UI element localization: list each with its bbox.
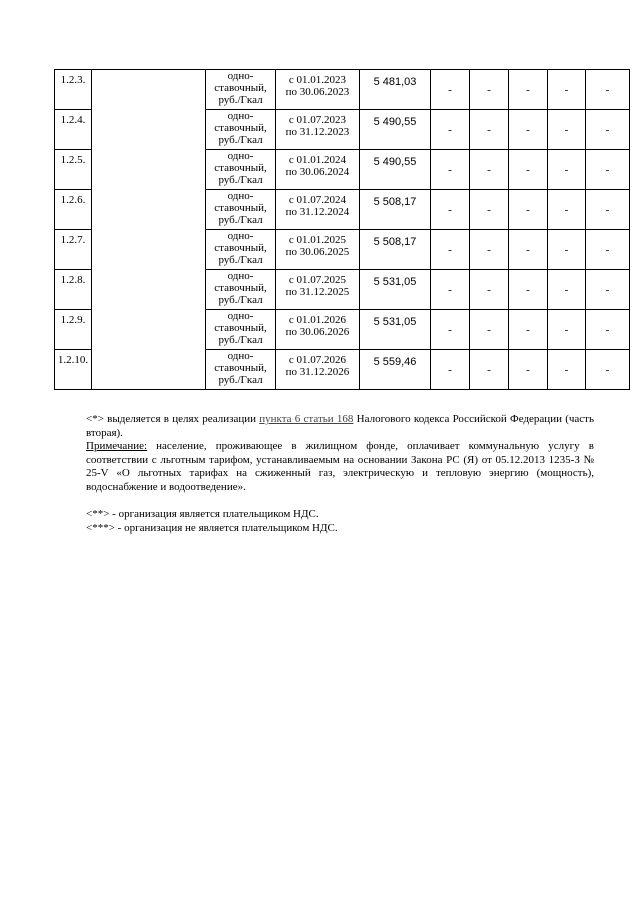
period-from: с 01.01.2025 — [288, 234, 347, 246]
empty-value-dash: - — [431, 110, 470, 150]
tariff-type-line: ставочный, — [214, 82, 267, 94]
empty-value-dash: - — [470, 270, 509, 310]
empty-value-dash: - — [509, 270, 548, 310]
tariff-type — [206, 350, 276, 390]
empty-value-dash: - — [470, 350, 509, 390]
tariff-table — [54, 69, 630, 390]
empty-value-dash: - — [509, 310, 548, 350]
row-number: 1.2.9. — [55, 310, 92, 350]
period-to: по 31.12.2023 — [285, 126, 350, 138]
period-from: с 01.07.2023 — [288, 114, 347, 126]
empty-value-dash: - — [431, 150, 470, 190]
row-number: 1.2.4. — [55, 110, 92, 150]
empty-value-dash: - — [431, 190, 470, 230]
empty-value-dash: - — [548, 270, 586, 310]
tariff-type-line: ставочный, — [214, 282, 267, 294]
period-from: с 01.01.2024 — [288, 154, 347, 166]
remark — [86, 440, 594, 494]
tariff-type — [206, 150, 276, 190]
empty-value-dash: - — [586, 310, 630, 350]
footnote-non-vat-payer: <***> - организация не является плательщиком НДС. — [86, 521, 338, 534]
empty-value-dash: - — [586, 110, 630, 150]
empty-value-dash: - — [470, 150, 509, 190]
table-row — [55, 70, 630, 110]
period — [276, 70, 360, 110]
tariff-type-line: руб./Гкал — [218, 174, 263, 186]
empty-value-dash: - — [548, 150, 586, 190]
period-to: по 30.06.2026 — [285, 326, 350, 338]
empty-value-dash: - — [509, 350, 548, 390]
footnote-text-end: Налогового кодекса Российской Федерации (часть вторая). — [86, 413, 594, 439]
footnotes — [86, 413, 594, 535]
empty-value-dash: - — [431, 350, 470, 390]
row-number: 1.2.6. — [55, 190, 92, 230]
period — [276, 310, 360, 350]
empty-value-dash: - — [470, 230, 509, 270]
empty-value-dash: - — [470, 70, 509, 110]
row-number: 1.2.3. — [55, 70, 92, 110]
empty-value-dash: - — [548, 230, 586, 270]
period-to: по 30.06.2023 — [285, 86, 350, 98]
period-from: с 01.07.2025 — [288, 274, 347, 286]
empty-value-dash: - — [586, 270, 630, 310]
tariff-type — [206, 310, 276, 350]
period-to: по 31.12.2024 — [285, 206, 350, 218]
row-number: 1.2.8. — [55, 270, 92, 310]
tariff-type-line: одно- — [227, 270, 254, 282]
empty-value-dash: - — [548, 70, 586, 110]
footnote-vat-payer: <**> - организация является плательщиком НДС. — [86, 508, 319, 520]
tariff-type-line: одно- — [227, 110, 254, 122]
empty-value-dash: - — [548, 190, 586, 230]
empty-value-dash: - — [509, 150, 548, 190]
empty-value-dash: - — [509, 110, 548, 150]
tariff-type-line: ставочный, — [214, 202, 267, 214]
tariff-value: 5 490,55 — [360, 110, 431, 150]
tariff-type-line: одно- — [227, 190, 254, 202]
tariff-type-line: одно- — [227, 230, 254, 242]
period — [276, 190, 360, 230]
footnote-text: <*> выделяется в целях реализации — [86, 413, 260, 425]
tariff-type-line: одно- — [227, 350, 254, 362]
empty-value-dash: - — [586, 150, 630, 190]
row-number: 1.2.10. — [55, 350, 92, 390]
tariff-type — [206, 110, 276, 150]
footnote-vat-purpose — [86, 413, 594, 440]
tariff-type-line: ставочный, — [214, 242, 267, 254]
tariff-type — [206, 70, 276, 110]
period — [276, 110, 360, 150]
period-to: по 31.12.2025 — [285, 286, 350, 298]
tariff-type-line: руб./Гкал — [218, 334, 263, 346]
period-from: с 01.07.2024 — [288, 194, 347, 206]
tariff-type-line: руб./Гкал — [218, 214, 263, 226]
empty-value-dash: - — [509, 190, 548, 230]
tariff-value: 5 508,17 — [360, 230, 431, 270]
empty-value-dash: - — [586, 190, 630, 230]
period-to: по 30.06.2025 — [285, 246, 350, 258]
tariff-value: 5 481,03 — [360, 70, 431, 110]
tariff-type-line: одно- — [227, 150, 254, 162]
tariff-table-body — [55, 70, 630, 390]
empty-value-dash: - — [586, 230, 630, 270]
empty-value-dash: - — [548, 350, 586, 390]
tariff-value: 5 531,05 — [360, 310, 431, 350]
tariff-value: 5 508,17 — [360, 190, 431, 230]
empty-value-dash: - — [586, 70, 630, 110]
period — [276, 150, 360, 190]
empty-value-dash: - — [548, 110, 586, 150]
empty-value-dash: - — [586, 350, 630, 390]
tariff-value: 5 490,55 — [360, 150, 431, 190]
empty-value-dash: - — [548, 310, 586, 350]
empty-value-dash: - — [509, 230, 548, 270]
tariff-type-line: одно- — [227, 70, 254, 82]
tariff-type — [206, 190, 276, 230]
row-number: 1.2.7. — [55, 230, 92, 270]
tariff-type-line: ставочный, — [214, 362, 267, 374]
remark-text: население, проживающее в жилищном фонде, оплачивает коммунальную услугу в соответствии с льготным тарифом, устанавливаемым на основании Закона РС (Я) от 05.12.2013 1235-З № 25-V «О льготных тарифах на сжиженный газ, электрическую и тепловую энергию (мощность), водоснабжение и водоотведение». — [86, 440, 594, 493]
period-from: с 01.01.2023 — [288, 74, 347, 86]
remark-label: Примечание: — [86, 440, 148, 452]
tariff-type-line: руб./Гкал — [218, 294, 263, 306]
tariff-type — [206, 230, 276, 270]
tariff-type-line: руб./Гкал — [218, 254, 263, 266]
empty-value-dash: - — [470, 310, 509, 350]
period-to: по 31.12.2026 — [285, 366, 350, 378]
period — [276, 270, 360, 310]
merged-empty-cell — [92, 70, 206, 390]
tax-code-link[interactable]: пункта 6 статьи 168 — [259, 413, 354, 425]
tariff-type-line: ставочный, — [214, 122, 267, 134]
period-from: с 01.01.2026 — [288, 314, 347, 326]
tariff-type-line: руб./Гкал — [218, 374, 263, 386]
empty-value-dash: - — [431, 230, 470, 270]
tariff-type-line: руб./Гкал — [218, 94, 263, 106]
tariff-type-line: руб./Гкал — [218, 134, 263, 146]
period — [276, 230, 360, 270]
empty-value-dash: - — [470, 190, 509, 230]
tariff-type-line: ставочный, — [214, 322, 267, 334]
empty-value-dash: - — [431, 310, 470, 350]
empty-value-dash: - — [431, 270, 470, 310]
period — [276, 350, 360, 390]
period-from: с 01.07.2026 — [288, 354, 347, 366]
row-number: 1.2.5. — [55, 150, 92, 190]
tariff-value: 5 531,05 — [360, 270, 431, 310]
tariff-value: 5 559,46 — [360, 350, 431, 390]
empty-value-dash: - — [509, 70, 548, 110]
period-to: по 30.06.2024 — [285, 166, 350, 178]
tariff-type-line: ставочный, — [214, 162, 267, 174]
empty-value-dash: - — [470, 110, 509, 150]
tariff-type — [206, 270, 276, 310]
empty-value-dash: - — [431, 70, 470, 110]
tariff-type-line: одно- — [227, 310, 254, 322]
